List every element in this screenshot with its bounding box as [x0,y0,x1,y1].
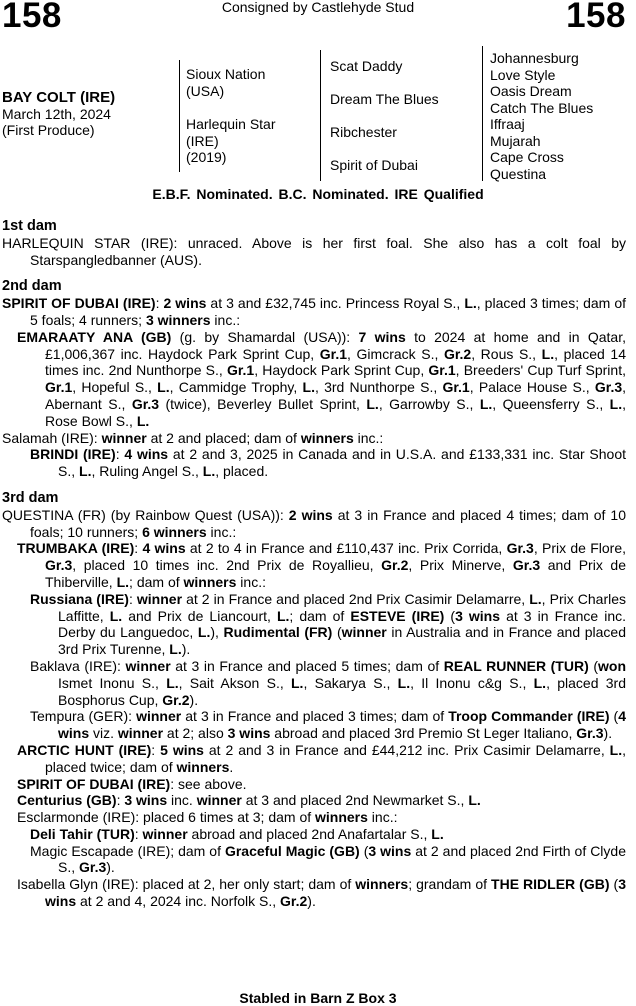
gen3-3: Oasis Dream [490,83,572,99]
gen3-6: Mujarah [490,132,541,149]
dam-country: (IRE) [186,132,219,149]
entry-deli-tahir: Deli Tahir (TUR): winner abroad and placed 2nd Anafartalar S., L. [30,825,444,842]
gen3-8: Questina [490,165,547,182]
foaled-date: March 12th, 2024 [2,106,111,122]
third-dam-heading: 3rd dam [2,489,59,506]
second-dam-heading: 2nd dam [2,278,62,295]
pedigree-dam [186,116,276,166]
dam-name: Harlequin Star [186,116,276,132]
entry-questina: QUESTINA (FR) (by Rainbow Quest (USA)): 2 wins at 3 in France and placed 4 times; dam of 10 foals; 10 runners; 6 winners inc.: [2,506,627,540]
pedigree-bracket-3 [482,46,483,181]
consignor: Consigned by Castlehyde Stud [221,0,415,15]
entry-magic-escapade: Magic Escapade (IRE); dam of Graceful Magic (GB) (3 wins at 2 and placed 2nd Firth of Clyde S., Gr.3). [30,842,626,876]
entry-centurius: Centurius (GB): 3 wins inc. winner at 3 and placed 2nd Newmarket S., L. [17,792,481,809]
pedigree-dam-dam: Spirit of Dubai [330,157,418,173]
entry-emaraaty-ana: EMARAATY ANA (GB) (g. by Shamardal (USA)): 7 wins to 2024 at home and in Qatar, £1,006,367 inc. Haydock Park Sprint Cup, Gr.1, Gimcrack S., Gr.2, Rous S., L., placed 14 times inc. 2nd Nunthorpe S., Gr.1, Haydock Park Sprint Cup, Gr.1, Breeders' Cup Turf Sprint, Gr.1, Hopeful S., L., Cammidge Trophy, L., 3rd Nunthorpe S., Gr.1, Palace House S., Gr.3, Abernant S., Gr.3 (twice), Beverley Bullet Sprint, L., Garrowby S., L., Queensferry S., L., Rose Bowl S., L. [17,328,627,429]
first-dam-entry: HARLEQUIN STAR (IRE): unraced. Above is her first foal. She also has a colt foal by Starspangledbanner (AUS). [2,234,626,268]
horse-name: BAY COLT (IRE) [2,89,116,106]
entry-baklava: Baklava (IRE): winner at 3 in France and placed 5 times; dam of REAL RUNNER (TUR) (won Ismet Inonu S., L., Sait Akson S., L., Sakarya S., L., Il Inonu c&g S., L., placed 3rd Bosphorus Cup, Gr.2). [30,657,626,708]
horse-details [2,90,115,138]
pedigree-gen3 [490,50,593,182]
pedigree-dam-sire: Ribchester [330,124,397,140]
sire-country: (USA) [186,82,225,99]
gen3-2: Love Style [490,66,556,83]
stabling-info: Stabled in Barn Z Box 3 [239,990,397,1006]
catalogue-text [2,218,626,910]
produce-note: (First Produce) [2,122,95,138]
entry-arctic-hunt: ARCTIC HUNT (IRE): 5 wins at 2 and 3 in France and £44,212 inc. Prix Casimir Delamarre, L., placed twice; dam of winners. [17,741,627,775]
gen3-1: Johannesburg [490,50,579,66]
first-dam-heading: 1st dam [2,218,57,234]
pedigree-bracket-1 [179,60,180,172]
entry-salamah: Salamah (IRE): winner at 2 and placed; dam of winners inc.: [2,429,384,446]
entry-russiana: Russiana (IRE): winner at 2 in France and placed 2nd Prix Casimir Delamarre, L., Prix Charles Laffitte, L. and Prix de Liancourt, L.; dam of ESTEVE (IRE) (3 wins at 3 in France inc. Derby du Languedoc, L.), Rudimental (FR) (winner in Australia and in France and placed 3rd Prix Turenne, L.). [30,590,627,658]
entry-spirit-of-dubai: SPIRIT OF DUBAI (IRE): 2 wins at 3 and £32,745 inc. Princess Royal S., L., placed 3 times; dam of 5 foals; 4 runners; 3 winners inc.: [2,295,627,328]
entry-esclarmonde: Esclarmonde (IRE): placed 6 times at 3; dam of winners inc.: [17,809,398,826]
lot-number-left: 158 [2,0,62,35]
gen3-4: Catch The Blues [490,99,594,116]
pedigree-sire [186,66,265,99]
entry-isabella-glyn: Isabella Glyn (IRE): placed at 2, her only start; dam of winners; grandam of THE RIDLER (GB) (3 wins at 2 and 4, 2024 inc. Norfolk S., Gr.2). [17,876,626,910]
entry-tempura: Tempura (GER): winner at 3 in France and placed 3 times; dam of Troop Commander (IRE) (4 wins viz. winner at 2; also 3 wins abroad and placed 3rd Premio St Leger Italiano, Gr.3). [30,708,626,742]
lot-number-right: 158 [566,0,626,35]
gen3-5: Iffraaj [490,116,525,132]
entry-trumbaka: TRUMBAKA (IRE): 4 wins at 2 to 4 in France and £110,437 inc. Prix Corrida, Gr.3, Prix de Flore, Gr.3, placed 10 times inc. 2nd Prix de Royallieu, Gr.2, Prix Minerve, Gr.3 and Prix de Thiberville, L.; dam of winners inc.: [17,540,626,590]
nominations: E.B.F. Nominated. B.C. Nominated. IRE Qualified [152,186,484,202]
pedigree-bracket-2 [320,50,321,181]
pedigree-sire-dam: Dream The Blues [330,91,439,107]
entry-brindi: BRINDI (IRE): 4 wins at 2 and 3, 2025 in Canada and in U.S.A. and £133,331 inc. Star Shoot S., L., Ruling Angel S., L., placed. [30,446,627,480]
entry-spirit-see-above: SPIRIT OF DUBAI (IRE): see above. [17,775,247,792]
sire-name: Sioux Nation [186,66,266,82]
pedigree-sire-sire: Scat Daddy [330,58,403,74]
gen3-7: Cape Cross [490,149,564,165]
dam-year: (2019) [186,149,227,165]
